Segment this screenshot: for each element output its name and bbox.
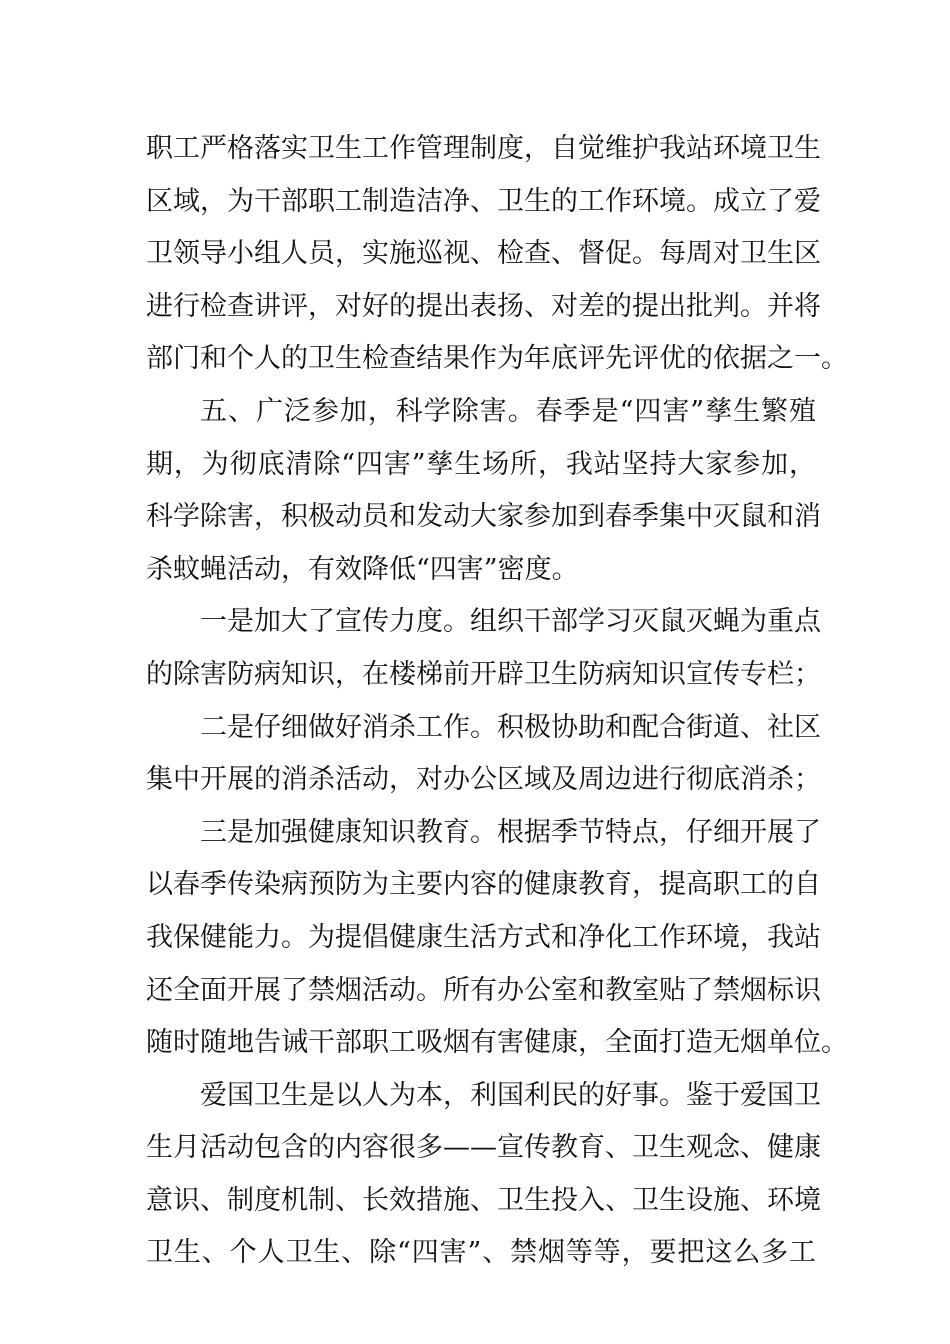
text-line: 期，为彻底清除“四害”孳生场所，我站坚持大家参加， <box>146 448 816 480</box>
text-line: 进行检查讲评，对好的提出表扬、对差的提出批判。并将 <box>146 290 821 322</box>
document-body <box>146 123 848 1280</box>
text-line: 杀蚊蝇活动，有效降低“四害”密度。 <box>146 553 579 585</box>
text-line: 职工严格落实卫生工作管理制度，自觉维护我站环境卫生 <box>146 133 821 164</box>
text-line: 部门和个人的卫生检查结果作为年底评先评优的依据之一。 <box>146 343 848 375</box>
text-line: 五、广泛参加，科学除害。春季是“四害”孳生繁殖 <box>200 395 816 427</box>
text-line: 卫领导小组人员，实施巡视、检查、督促。每周对卫生区 <box>146 238 821 270</box>
text-line: 区域，为干部职工制造洁净、卫生的工作环境。成立了爱 <box>146 185 821 217</box>
text-line: 以春季传染病预防为主要内容的健康教育，提高职工的自 <box>146 869 821 901</box>
text-line: 爱国卫生是以人为本，利国利民的好事。鉴于爱国卫 <box>200 1079 821 1111</box>
text-line: 随时随地告诫干部职工吸烟有害健康，全面打造无烟单位。 <box>146 1027 848 1059</box>
text-line: 意识、制度机制、长效措施、卫生投入、卫生设施、环境 <box>146 1184 821 1216</box>
text-line: 三是加强健康知识教育。根据季节特点，仔细开展了 <box>200 816 821 848</box>
text-line: 一是加大了宣传力度。组织干部学习灭鼠灭蝇为重点 <box>200 606 821 638</box>
text-line: 卫生、个人卫生、除“四害”、禁烟等等，要把这么多工 <box>146 1237 816 1269</box>
text-line: 二是仔细做好消杀工作。积极协助和配合街道、社区 <box>200 711 821 743</box>
text-line: 科学除害，积极动员和发动大家参加到春季集中灭鼠和消 <box>146 501 821 533</box>
text-line: 集中开展的消杀活动，对办公区域及周边进行彻底消杀； <box>146 764 821 796</box>
text-line: 的除害防病知识，在楼梯前开辟卫生防病知识宣传专栏； <box>146 658 821 690</box>
text-line: 生月活动包含的内容很多——宣传教育、卫生观念、健康 <box>146 1132 821 1164</box>
text-line: 我保健能力。为提倡健康生活方式和净化工作环境，我站 <box>146 921 821 953</box>
text-line: 还全面开展了禁烟活动。所有办公室和教室贴了禁烟标识 <box>146 974 821 1006</box>
